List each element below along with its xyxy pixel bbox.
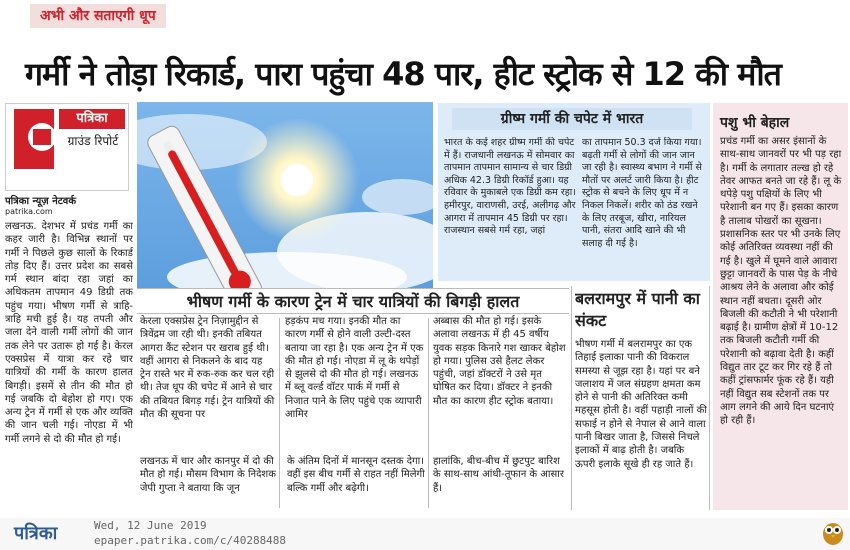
news-network: पत्रिका न्यूज़ नेटवर्क [5,196,77,207]
train-story-col3: अब्बास की मौत हो गई। इसके अलावा लखनऊ में ही 45 वर्षीय युवक सड़क किनारे गश खाकर बेहोश हो गया। पुलिस उसे हैलट लेकर पहुंची, जहां डॉक्टरों ने उसे मृत घोषित कर दिया। डॉक्टर ने इनकी मौत का कारण हीट स्ट्रोक बताया। [433,316,566,407]
train-story-col1: केरला एक्सप्रेस ट्रेन निज़ामुद्दीन से त्रिवेंद्रम जा रही थी। इनकी तबियत आगरा कैंट स्टेशन पर खराब हुई थी। वहीं आगरा से निकलने के बाद यह ट्रेन रास्ते भर में रुक-रुक कर चल रही थी। तेज धूप की चपेट में आने से चार की तबियत बिगड़ गई। ट्रेन यात्रियों की मौत की सूचना पर [140,316,275,421]
headline: गर्मी ने तोड़ा रिकार्ड, पारा पहुंचा 48 पार, हीट स्ट्रोक से 12 की मौत [25,55,781,93]
column-divider [709,286,710,510]
main-story-text: लखनऊ. देशभर में प्रचंड गर्मी का कहर जारी है। विभिन्न स्थानों पर गर्मी ने पिछले कुछ सालों के रिकार्ड तोड़ दिए हैं। उत्तर प्रदेश का सबसे गर्म स्थान बांदा रहा जहां का अधिकतम तापमान 49 डिग्री तक पहुंच गया। भीषण गर्मी से त्राहि-त्राहि मची हुई है। यह तपती और जला देने वाली गर्मी लोगों की जान तक लेने पर उतारू हो गई है। केरल एक्सप्रेस में यात्रा कर रहे चार यात्रियों की गर्मी के कारण हालत बिगड़ी। इसमें से तीन की मौत हो गई जबकि दो बेहोश हो गए। एक अन्य ट्रेन में गर्मी से एक और व्यक्ति की जान चली गई। नोएडा में भी गर्मी लगने से दो की मौत हो गई। [5,221,133,445]
rain-note-col1: लखनऊ में चार और कानपुर में दो की मौत हो गई। मौसम विभाग के निदेशक जेपी गुप्ता ने बताया कि जून [140,456,276,494]
site-name: patrika.com [5,207,53,216]
ground-report-label: ग्राउंड रिपोर्ट [67,134,119,148]
column-divider [428,318,429,508]
column-divider [571,286,572,510]
report-icon [14,109,54,169]
rain-note-col2: के अंतिम दिनों में मानसून दस्तक देगा। वहीं इस बीच गर्मी से राहत नहीं मिलेगी बल्कि गर्मी और बढ़ेगी। [287,456,425,494]
train-story-heading: भीषण गर्मी के कारण ट्रेन में चार यात्रियों की बिगड़ी हालत [137,288,569,314]
balrampur-heading: बलरामपुर में पानी का संकट [575,289,700,330]
epaper-link[interactable]: epaper.patrika.com/c/40288488 [94,534,287,547]
balrampur-text: भीषण गर्मी में बलरामपुर का एक तिहाई इलाका पानी की विकराल समस्या से जूझ रहा है। यहां पर बने जलाशय में जल संग्रहण क्षमता कम होने से पानी की अतिरिक्त कमी महसूस होती है। वहीं पहाड़ी नालों की सफाई न होने से नेपाल से आने वाला पानी बिखर जाता है, जिससे निचले इलाकों में बाढ़ होती है। जबकि ऊपरी इलाके सूखे ही रह जाते हैं। [575,339,707,470]
section-tag: अभी और सताएगी धूप [30,4,166,28]
column-divider [279,318,280,508]
ground-report-badge [5,103,129,191]
animals-heading: पशु भी बेहाल [720,115,790,131]
footer-logo[interactable]: पत्रिका [14,523,58,544]
badge-brand-name: पत्रिका [59,109,125,129]
heatwave-photo [137,102,433,288]
train-story-col2: हड़कंप मच गया। इनकी मौत का कारण गर्मी से होने वाली उल्टी-दस्त बताया जा रहा है। एक अन्य ट्रेन में एक की मौत हो गई। नोएडा में लू के थपेड़ों से झुलसे दो की मौत हो गई। लखनऊ में ब्लू वर्ल्ड वॉटर पार्क में गर्मी से निजात पाने के लिए पहुंचे एक व्यापारी आमिर [285,316,424,421]
india-heat-col1: भारत के कई शहर ग्रीष्म गर्मी की चपेट में हैं। राजधानी लखनऊ में सोमवार का तापमान तापमान सामान्य से चार डिग्री अधिक 42.3 डिग्री रिकॉर्ड हुआ। यह रविवार के मुकाबले एक डिग्री कम रहा। हमीरपुर, वाराणसी, उरई, अलीगढ़ और आगरा में तापमान 45 डिग्री पर रहा। राजस्थान सबसे गर्म रहा, जहां [444,137,576,237]
india-heat-col2: का तापमान 50.3 दर्ज किया गया। बढ़ती गर्मी से लोगों की जान जान जा रही है। स्वास्थ्य बभाग ने गर्मी से मौतों पर अलर्ट जारी किया है। हीट स्ट्रोक से बचने के लिए धूप में न निकल निकलें। शरीर को ठंड रखने के लिए तरबूज, खीरा, नारियल पानी, संतरा आदि खाने की भी सलाह दी गई है। [582,137,702,249]
rain-note-col3: हालांकि, बीच-बीच में छुटपुट बारिश के साथ-साथ आंधी-तूफान के आसार हैं। [433,456,564,494]
edition-date: Wed, 12 June 2019 [94,519,207,532]
animals-text: प्रचंड गर्मी का असर इंसानों के साथ-साथ जानवरों पर भी पड़ रहा है। गर्मी के लगातार तल्ख हो रहे तेवर आफत बनते जा रहे हैं। लू के थपेड़े पशु पक्षियों के लिए भी परेशानी बन गए हैं। इसका कारण है तालाब पोखरों का सूखना। प्रशासनिक स्तर पर भी उनके लिए कोई अतिरिक्त व्यवस्था नहीं की गई है। खुले में घूमने वाले आवारा छुट्टा जानवरों के पास पेड़ के नीचे आश्रय लेने के अलावा और कोई स्थान नहीं बचता। दूसरी ओर बिजली की कटौती ने भी परेशानी बढ़ाई है। ग्रामीण क्षेत्रों में 10-12 तक बिजली कटौती गर्मी की परेशानी को बढ़ावा देती है। कहीं विद्युत तार टूट कर गिर रहे हैं तो कहीं ट्रांसफार्मर फूंक रहे हैं। यही नहीं विद्युत सब स्टेशनों तक पर आग लगने की आये दिन घटनाएं हो रही हैं। [720,136,842,427]
owl-icon [822,518,844,546]
india-heat-heading: ग्रीष्म गर्मी की चपेट में भारत [452,108,692,130]
